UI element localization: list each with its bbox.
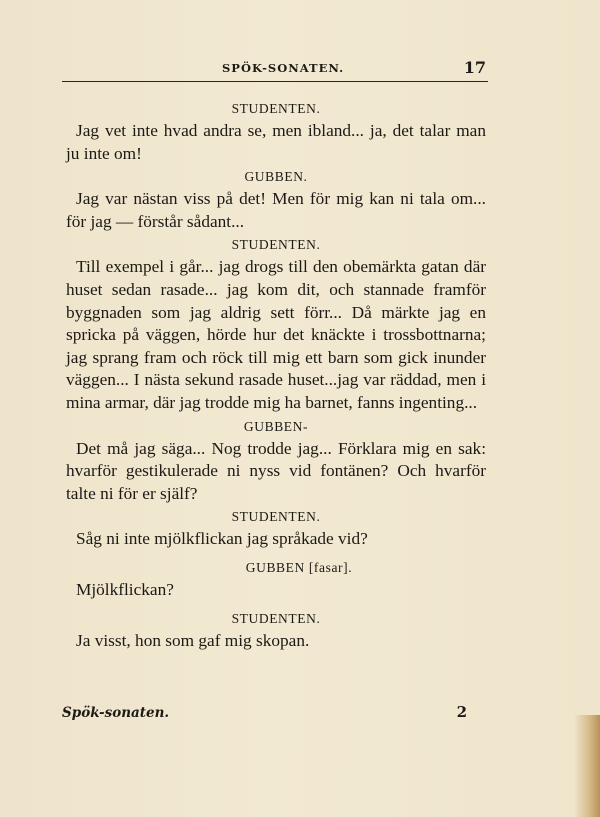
speaker-name: STUDENTEN. [231, 509, 321, 525]
header-rule [62, 81, 488, 82]
page-edge-stain [574, 715, 600, 817]
speaker-name: GUBBEN. [244, 169, 308, 185]
running-title: SPÖK-SONATEN. [222, 61, 345, 75]
page-footer [62, 703, 467, 725]
speech-line: Mjölkflickan? [76, 579, 174, 599]
speech-line: Jag var nästan viss på det! Men för mig kan ni tala om... för jag — förstår sådant... [66, 189, 486, 231]
signature-mark: 2 [456, 703, 467, 721]
page-header [62, 58, 488, 82]
speech-line: Till exempel i går... jag drogs till den obemärkta gatan där huset sedan rasade... jag kom dit, och stannade framför byggnaden som jag aldrig sett förr... Då märkte jag en spricka på väggen, hörde hur det knäckte i trossbottnarna; jag sprang fram och röck till mig ett barn som gick inunder väggen... I nästa sekund rasade huset...jag var räddad, men i mina armar, där jag trodde mig ha barnet, fanns ingenting... [66, 257, 486, 412]
speech-line: Det må jag säga... Nog trodde jag... Förklara mig en sak: hvarför gestikulerade ni nyss vid fontänen? Och hvarför talte ni för er själf? [66, 438, 486, 503]
speaker-name: GUBBEN [fasar]. [245, 559, 353, 575]
speaker-name: STUDENTEN. [231, 237, 321, 253]
speech-line: Ja visst, hon som gaf mig skopan. [76, 630, 310, 650]
speaker-name: GUBBEN- [243, 418, 309, 434]
speaker-name: STUDENTEN. [231, 101, 321, 116]
page-number: 17 [463, 58, 486, 77]
signature-title: Spök-sonaten. [62, 705, 170, 721]
play-text [66, 98, 486, 653]
speech-line: Jag vet inte hvad andra se, men ibland... ja, det talar man ju inte om! [66, 121, 486, 163]
speaker-name: STUDENTEN. [231, 610, 321, 626]
speech-line: Såg ni inte mjölkflickan jag språkade vid? [76, 529, 368, 549]
